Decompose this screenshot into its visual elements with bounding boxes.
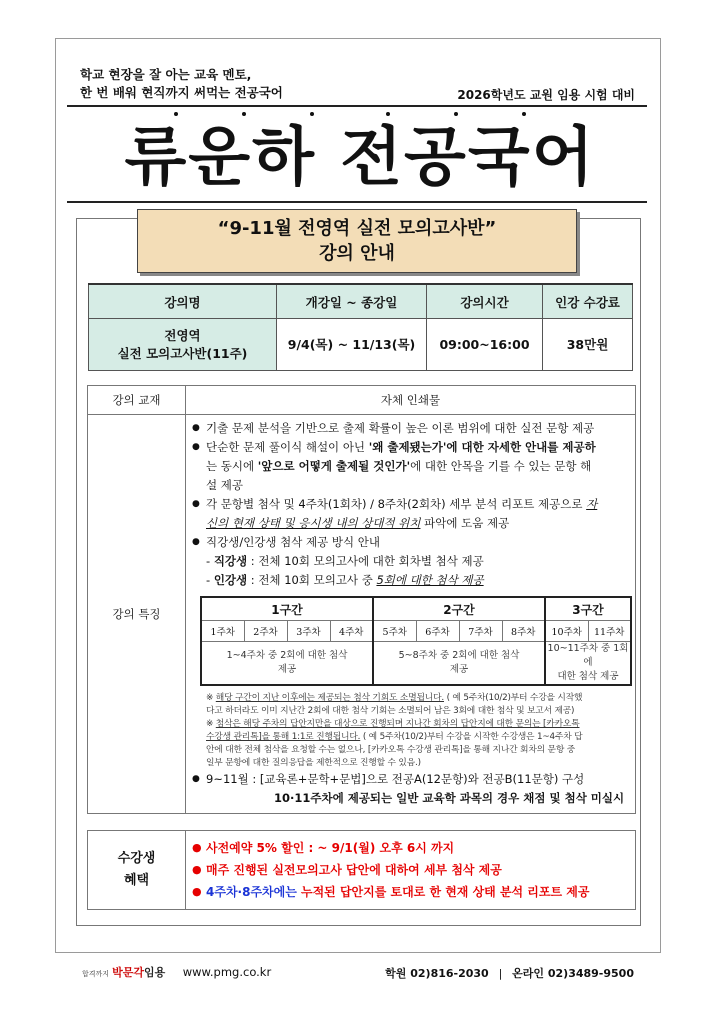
note-2: [192, 718, 629, 770]
summary-line: 5~8주차 중 2회에 대한 첨삭: [398, 650, 520, 661]
schedule-summary-3: [545, 642, 631, 686]
note-underline: 수강생 관리톡]을 통해 1:1로 진행됩니다.: [206, 732, 361, 742]
course-name-cell: [89, 319, 277, 371]
detail-table: [87, 385, 636, 814]
header-fee: 인강 수강료: [543, 284, 633, 319]
course-info-table: [88, 283, 633, 371]
week-cell: 11주차: [588, 621, 631, 642]
week-cell: 2주차: [244, 621, 287, 642]
course-time: 09:00~16:00: [427, 319, 543, 371]
feature-bullet-3: [192, 495, 629, 533]
schedule-table: [200, 596, 632, 686]
week-cell: 8주차: [502, 621, 545, 642]
feature-bullet-1: ● 기출 문제 분석을 기반으로 출제 확률이 높은 이론 범위에 대한 실전 문항 제공: [192, 419, 629, 438]
benefit-table: [87, 830, 636, 910]
benefit-label: [88, 831, 186, 910]
course-fee: 38만원: [543, 319, 633, 371]
emphasis-dot: [386, 112, 390, 116]
schedule-group-2: 2구간: [373, 597, 545, 621]
schedule-group-3: 3구간: [545, 597, 631, 621]
feature-text: 는 동시에: [206, 459, 258, 473]
course-title: “9-11월 전영역 실전 모의고사반”: [217, 218, 497, 239]
dash: -: [206, 554, 214, 568]
note-1: [192, 692, 629, 718]
feature-underline: 신의 현재 상태 및 응시생 내의 상대적 위치: [206, 516, 421, 530]
schedule-summary-2: [373, 642, 545, 686]
online-student-underline: 5회에 대한 첨삭 제공: [376, 573, 484, 587]
features-cell: [186, 415, 636, 814]
feature-text: 설 제공: [206, 478, 243, 492]
schedule-group-1: 1구간: [201, 597, 373, 621]
feature-underline: 자: [586, 497, 598, 511]
materials-value: 자체 인쇄물: [186, 386, 636, 415]
benefit-item-3: [192, 881, 629, 903]
academy-phone: 02)816-2030: [410, 967, 489, 980]
week-cell: 5주차: [373, 621, 416, 642]
summary-line: 제공: [449, 664, 469, 675]
week-cell: 6주차: [416, 621, 459, 642]
onsite-student-text: : 전체 10회 모의고사에 대한 회차별 첨삭 제공: [247, 554, 484, 568]
summary-line: 10~11주차 중 1회에: [547, 643, 629, 668]
feature-text: 단순한 문제 풀이식 해설이 아닌: [206, 440, 369, 454]
online-student-row: [192, 571, 629, 590]
feature-text: 에 대한 안목을 기를 수 있는 문항 해: [410, 459, 592, 473]
emphasis-dot: [174, 112, 178, 116]
footer-website-link[interactable]: www.pmg.co.kr: [182, 965, 272, 979]
benefit-label-line-2: 혜택: [123, 873, 150, 888]
features-label: 강의 특징: [88, 415, 186, 814]
header-period: 개강일 ~ 종강일: [277, 284, 427, 319]
online-phone: 02)3489-9500: [547, 967, 634, 980]
course-subtitle: 강의 안내: [319, 243, 395, 264]
feature-text: 파악에 도움 제공: [420, 516, 510, 530]
slogan-line-2: 한 번 배워 현직까지 써먹는 전공국어: [80, 85, 283, 100]
note-text: ( 예 5주차(10/2)부터 수강을 시작했: [444, 693, 583, 703]
schedule-summary-1: [201, 642, 373, 686]
feature-bullet-2: [192, 438, 629, 495]
title-rule: [67, 201, 647, 203]
week-cell: 4주차: [330, 621, 373, 642]
note-text: 일부 문항에 대한 질의응답을 제한적으로 진행할 수 있음.): [206, 758, 421, 768]
composition-line: ● 9~11월 : [교육론+문학+문법]으로 전공A(12문항)와 전공B(11문항) 구성: [192, 770, 629, 789]
note-underline: 첨삭은 해당 주차의 답안지만을 대상으로 진행되며 지나간 회차의 답안지에 대한 문의는 [카카오톡: [215, 719, 580, 729]
materials-label: 강의 교재: [88, 386, 186, 415]
course-name-line-1: 전영역: [164, 327, 201, 343]
header-time: 강의시간: [427, 284, 543, 319]
summary-line: 1~4주차 중 2회에 대한 첨삭: [226, 650, 348, 661]
emphasis-dot: [522, 112, 526, 116]
benefit-highlight: 4주차·8주차에는: [206, 885, 297, 899]
footer-logo-tagline: 합격까지: [82, 970, 110, 978]
onsite-student-label: 직강생: [213, 554, 248, 568]
emphasis-dot: [310, 112, 314, 116]
slogan: [80, 66, 283, 102]
benefit-item-1: ● 사전예약 5% 할인 : ~ 9/1(월) 오후 6시 까지: [192, 837, 629, 859]
main-title: 류운하 전공국어: [124, 121, 596, 195]
footer-separator: |: [498, 967, 503, 980]
slogan-line-1: 학교 현장을 잘 아는 교육 멘토,: [80, 67, 252, 82]
note-text: 안에 대한 전체 첨삭을 요청할 수는 없으나, [카카오톡 수강생 관리톡]을 통해 지나간 회차의 문항 중: [206, 745, 576, 755]
note-text: ( 예 5주차(10/2)부터 수강을 시작한 수강생은 1~4주차 답: [360, 732, 583, 742]
week-cell: 1주차: [201, 621, 244, 642]
benefit-label-line-1: 수강생: [117, 851, 156, 866]
emphasis-dot: [242, 112, 246, 116]
academy-label: 학원: [385, 967, 407, 980]
online-label: 온라인: [512, 967, 545, 980]
footer-logo-suffix: 임용: [143, 966, 166, 979]
benefit-item-2: ● 매주 진행된 실전모의고사 답안에 대하여 세부 첨삭 제공: [192, 859, 629, 881]
feature-emphasis: '왜 출제됐는가'에 대한 자세한 안내를 제공하: [368, 440, 596, 454]
top-rule: [67, 105, 647, 107]
note-mark: ※: [206, 719, 216, 729]
onsite-student-row: [192, 552, 629, 571]
week-cell: 10주차: [545, 621, 588, 642]
dash: -: [206, 573, 214, 587]
footer-logo: 박문각: [112, 966, 144, 979]
week-cell: 3주차: [287, 621, 330, 642]
online-student-text: : 전체 10회 모의고사 중: [247, 573, 377, 587]
summary-line: 대한 첨삭 제공: [557, 671, 619, 682]
footer-left: [82, 964, 271, 980]
benefit-text: 누적된 답안지를 토대로 한 현재 상태 분석 리포트 제공: [296, 885, 590, 899]
course-title-box: [137, 209, 577, 273]
course-name-line-2: 실전 모의고사반(11주): [117, 345, 248, 361]
footer-contacts: [385, 965, 634, 981]
summary-line: 제공: [277, 664, 297, 675]
emphasis-dot: [454, 112, 458, 116]
note-mark: ※: [206, 693, 216, 703]
composition-note: 10·11주차에 제공되는 일반 교육학 과목의 경우 채점 및 첨삭 미실시: [274, 791, 625, 805]
benefit-cell: [186, 831, 636, 910]
exam-year: 2026학년도 교원 임용 시험 대비: [457, 88, 635, 102]
online-student-label: 인강생: [213, 573, 248, 587]
feature-text: 각 문항별 첨삭 및 4주차(1회차) / 8주차(2회차) 세부 분석 리포트 제공으로: [206, 497, 587, 511]
course-period: 9/4(목) ~ 11/13(목): [277, 319, 427, 371]
header-course-name: 강의명: [89, 284, 277, 319]
week-cell: 7주차: [459, 621, 502, 642]
feature-emphasis: '앞으로 어떻게 출제될 것인가': [257, 459, 411, 473]
feature-bullet-4: ● 직강생/인강생 첨삭 제공 방식 안내: [192, 533, 629, 552]
note-underline: 해당 구간이 지난 이후에는 제공되는 첨삭 기회도 소멸됩니다.: [215, 693, 444, 703]
note-text: 다고 하더라도 이미 지난간 2회에 대한 첨삭 기회는 소멸되어 남은 3회에 대한 첨삭 및 보고서 제공): [206, 706, 575, 716]
